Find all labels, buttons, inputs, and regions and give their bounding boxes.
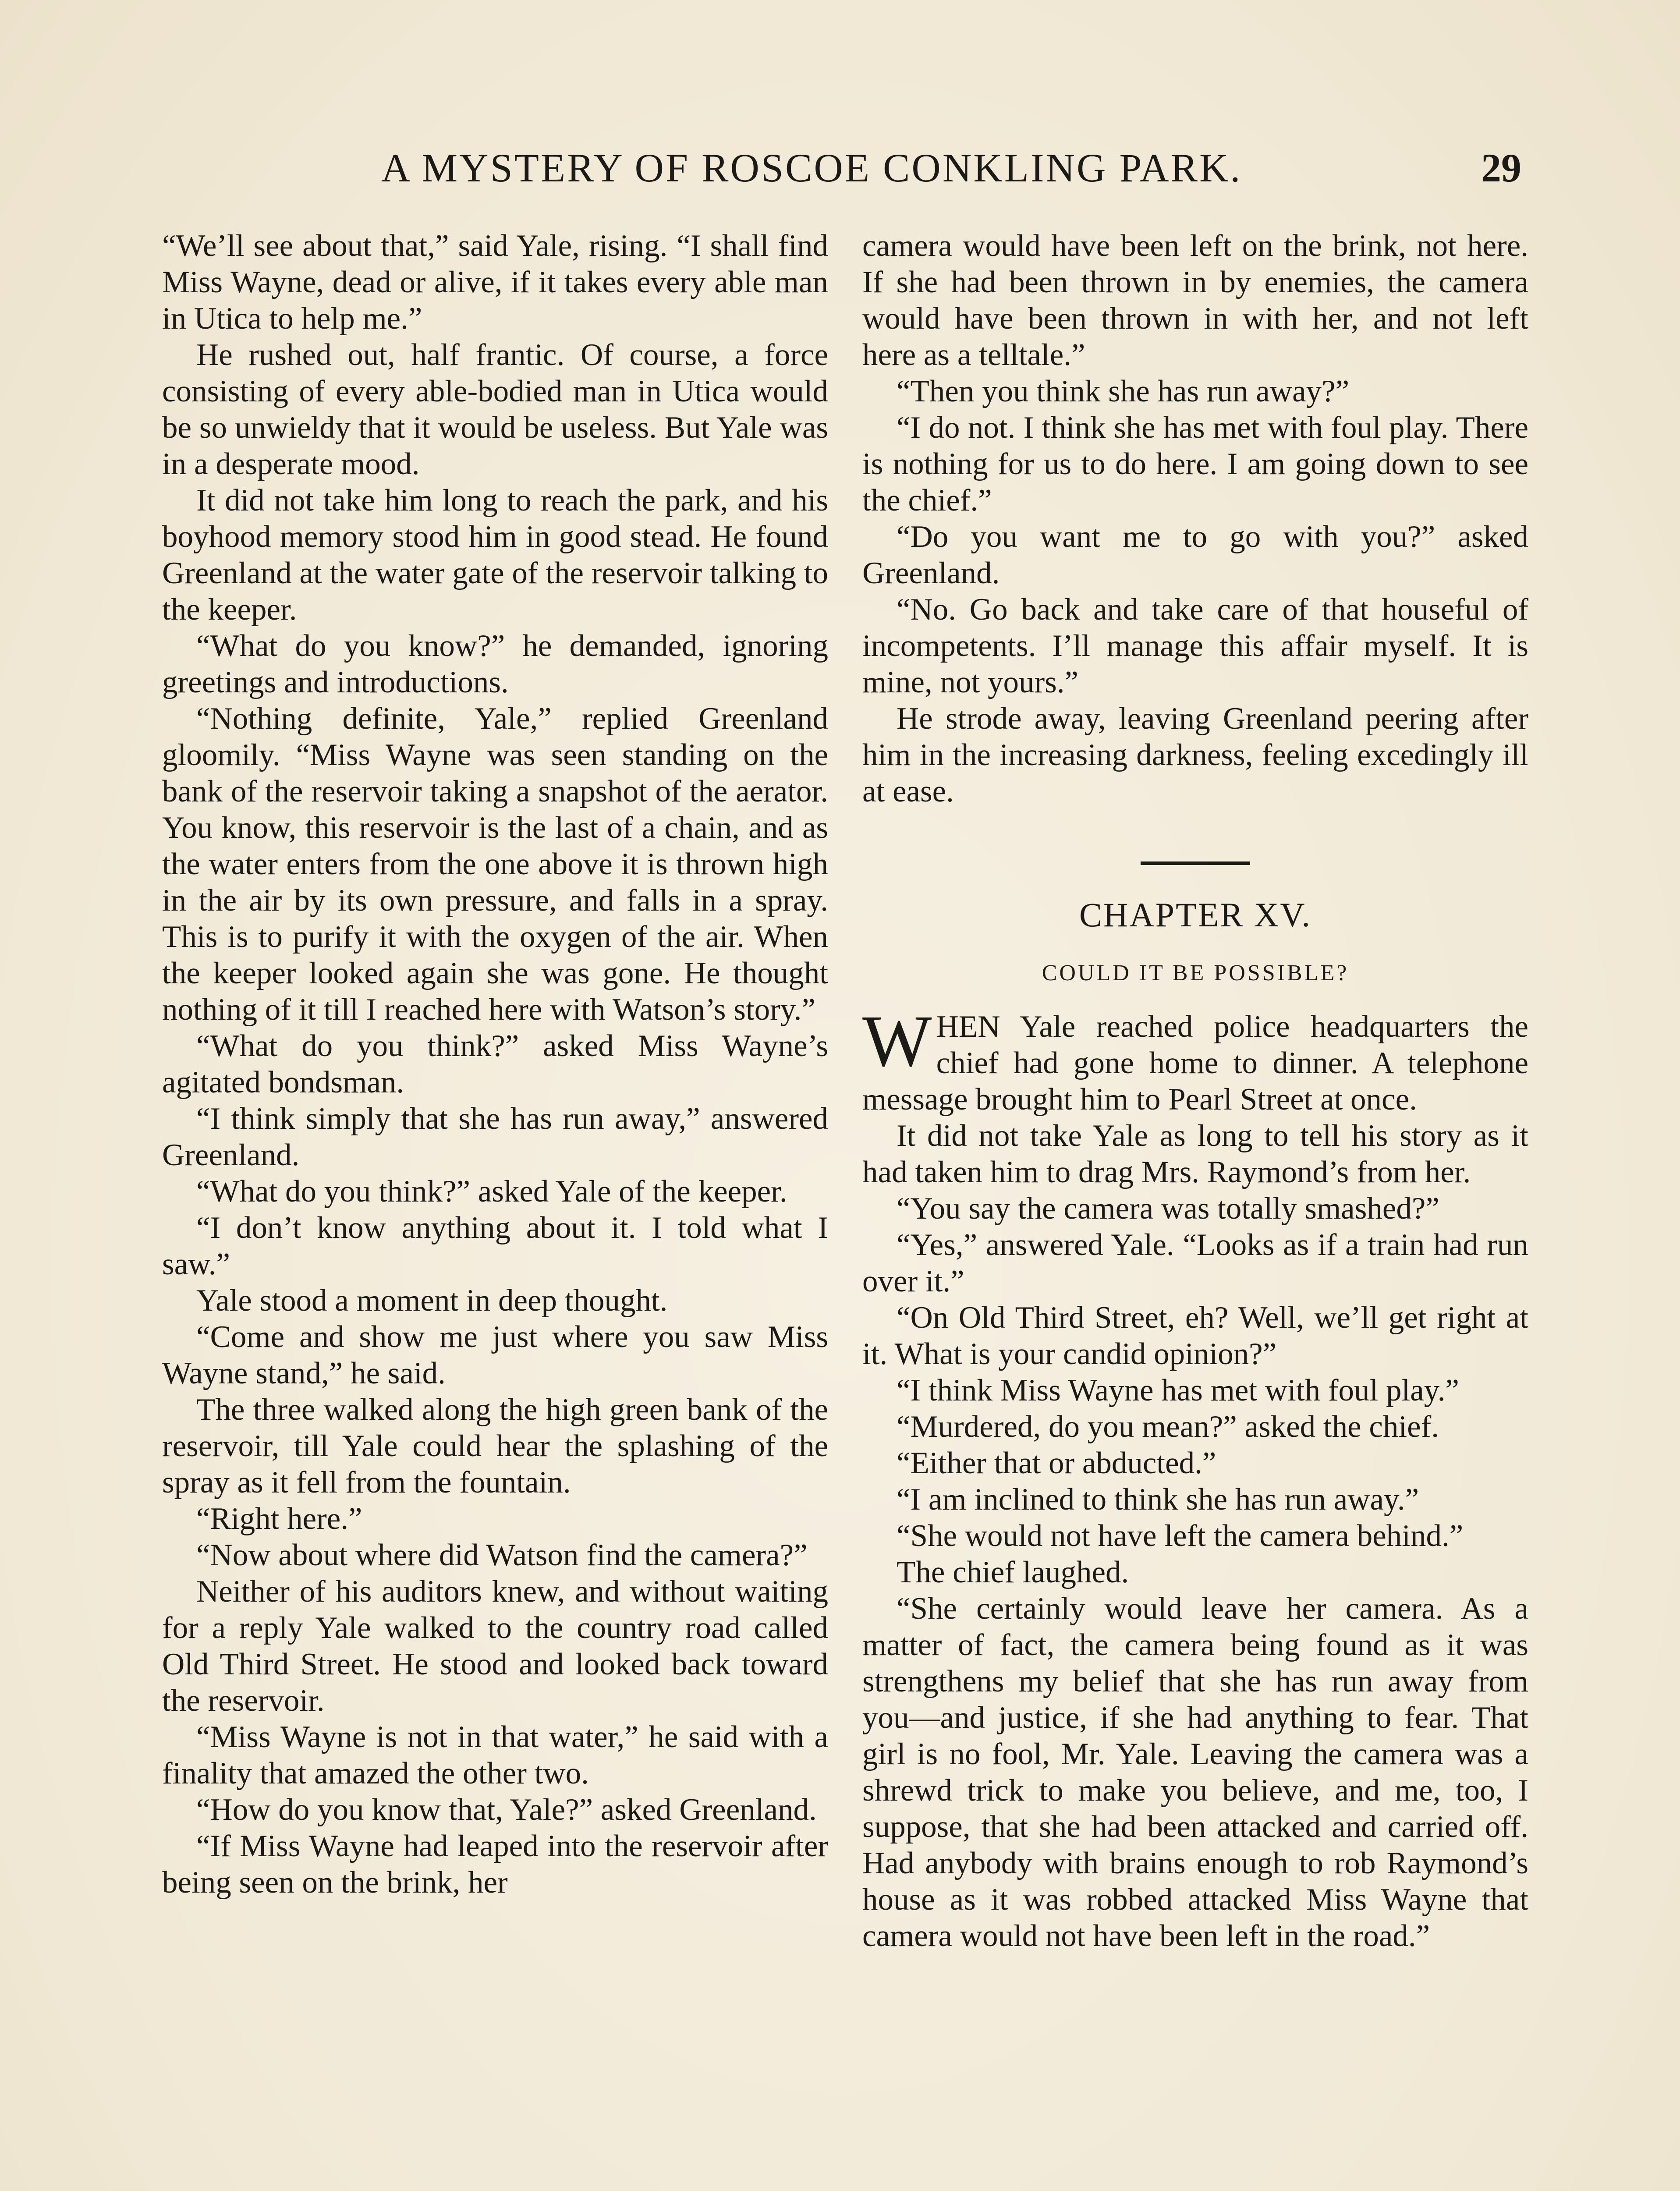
paragraph: The three walked along the high green bank of the reservoir, till Yale could hear the splashing of the spray as it fell from the fountain. [162, 1393, 828, 1500]
chapter-title: CHAPTER XV. [1079, 896, 1311, 934]
paragraph: Yale stood a moment in deep thought. [196, 1283, 668, 1318]
paragraph: Neither of his auditors knew, and without waiting for a reply Yale walked to the country road called Old Third Street. He stood and looked back toward the reservoir. [162, 1574, 828, 1718]
paragraph: “On Old Third Street, eh? Well, we’ll get right at it. What is your candid opinion?” [862, 1301, 1528, 1371]
paragraph: “I don’t know anything about it. I told what I saw.” [162, 1211, 828, 1281]
paragraph: “Come and show me just where you saw Miss Wayne stand,” he said. [162, 1320, 828, 1390]
right-column [862, 228, 1528, 1954]
paragraph: “We’ll see about that,” said Yale, rising. “I shall find Miss Wayne, dead or alive, if it takes every able man in Utica to help me.” [162, 229, 828, 336]
page-number: 29 [1481, 145, 1521, 190]
section-divider [1141, 862, 1250, 865]
chapter-subtitle: COULD IT BE POSSIBLE? [1042, 961, 1349, 986]
paragraph: “What do you know?” he demanded, ignoring greetings and introductions. [162, 629, 828, 699]
paragraph: “No. Go back and take care of that houseful of incompetents. I’ll manage this affair myself. It is mine, not yours.” [862, 592, 1528, 699]
paragraph: “Murdered, do you mean?” asked the chief. [897, 1410, 1439, 1444]
chapter-opening-paragraph [862, 1000, 1528, 1118]
opening-text: HEN Yale reached police headquarters the chief had gone home to dinner. A telephone message brought him to Pearl Street at once. [862, 1010, 1528, 1117]
paragraph: “Either that or abducted.” [897, 1446, 1216, 1480]
paragraph: “How do you know that, Yale?” asked Greenland. [196, 1793, 817, 1827]
paragraph: “What do you think?” asked Miss Wayne’s agitated bondsman. [162, 1029, 828, 1099]
paragraph: “Do you want me to go with you?” asked Greenland. [862, 520, 1528, 590]
paragraph: “What do you think?” asked Yale of the keeper. [196, 1174, 787, 1209]
left-column [162, 228, 828, 1901]
paragraph: “I do not. I think she has met with foul play. There is nothing for us to do here. I am going down to see the chief.” [862, 411, 1528, 518]
paragraph: “She certainly would leave her camera. As a matter of fact, the camera being found as it was strengthens my belief that she has run away from you—and justice, if she had anything to fear. That girl is no fool, Mr. Yale. Leaving the camera was a shrewd trick to make you believe, and me, too, I suppose, that she had been attacked and carried off. Had anybody with brains enough to rob Raymond’s house as it was robbed attacked Miss Wayne that camera would not have been left in the road.” [862, 1592, 1528, 1953]
paragraph: camera would have been left on the brink, not here. If she had been thrown in by enemies, the camera would have been thrown in with her, and not left here as a telltale.” [862, 229, 1528, 372]
paragraph: “Right here.” [196, 1502, 362, 1536]
paragraph: “Miss Wayne is not in that water,” he said with a finality that amazed the other two. [162, 1720, 828, 1790]
paragraph: “If Miss Wayne had leaped into the reservoir after being seen on the brink, her [162, 1829, 828, 1900]
paragraph: “I am inclined to think she has run away.” [897, 1482, 1419, 1517]
running-head: A MYSTERY OF ROSCOE CONKLING PARK. [381, 145, 1242, 190]
paragraph: “You say the camera was totally smashed?” [897, 1191, 1439, 1226]
paragraph: “I think Miss Wayne has met with foul play.” [897, 1373, 1459, 1407]
paragraph: “Then you think she has run away?” [897, 374, 1350, 408]
drop-cap: W [862, 1000, 932, 1082]
paragraph: He strode away, leaving Greenland peering after him in the increasing darkness, feeling excedingly ill at ease. [862, 702, 1528, 808]
paragraph: “I think simply that she has run away,” answered Greenland. [162, 1102, 828, 1172]
paragraph: “Yes,” answered Yale. “Looks as if a train had run over it.” [862, 1228, 1528, 1298]
paragraph: The chief laughed. [897, 1555, 1129, 1589]
paragraph: “Now about where did Watson find the camera?” [196, 1538, 808, 1572]
paragraph: He rushed out, half frantic. Of course, a force consisting of every able-bodied man in Utica would be so unwieldy that it would be useless. But Yale was in a desperate mood. [162, 338, 828, 481]
paragraph: “She would not have left the camera behind.” [897, 1519, 1464, 1553]
paragraph: “Nothing definite, Yale,” replied Greenland gloomily. “Miss Wayne was seen standing on the bank of the reservoir taking a snapshot of the aerator. You know, this reservoir is the last of a chain, and as the water enters from the one above it is thrown high in the air by its own pressure, and falls in a spray. This is to purify it with the oxygen of the air. When the keeper looked again she was gone. He thought nothing of it till I reached here with Watson’s story.” [162, 702, 828, 1027]
paragraph: It did not take Yale as long to tell his story as it had taken him to drag Mrs. Raymond’s from her. [862, 1119, 1528, 1189]
paragraph: It did not take him long to reach the park, and his boyhood memory stood him in good stead. He found Greenland at the water gate of the reservoir talking to the keeper. [162, 483, 828, 627]
